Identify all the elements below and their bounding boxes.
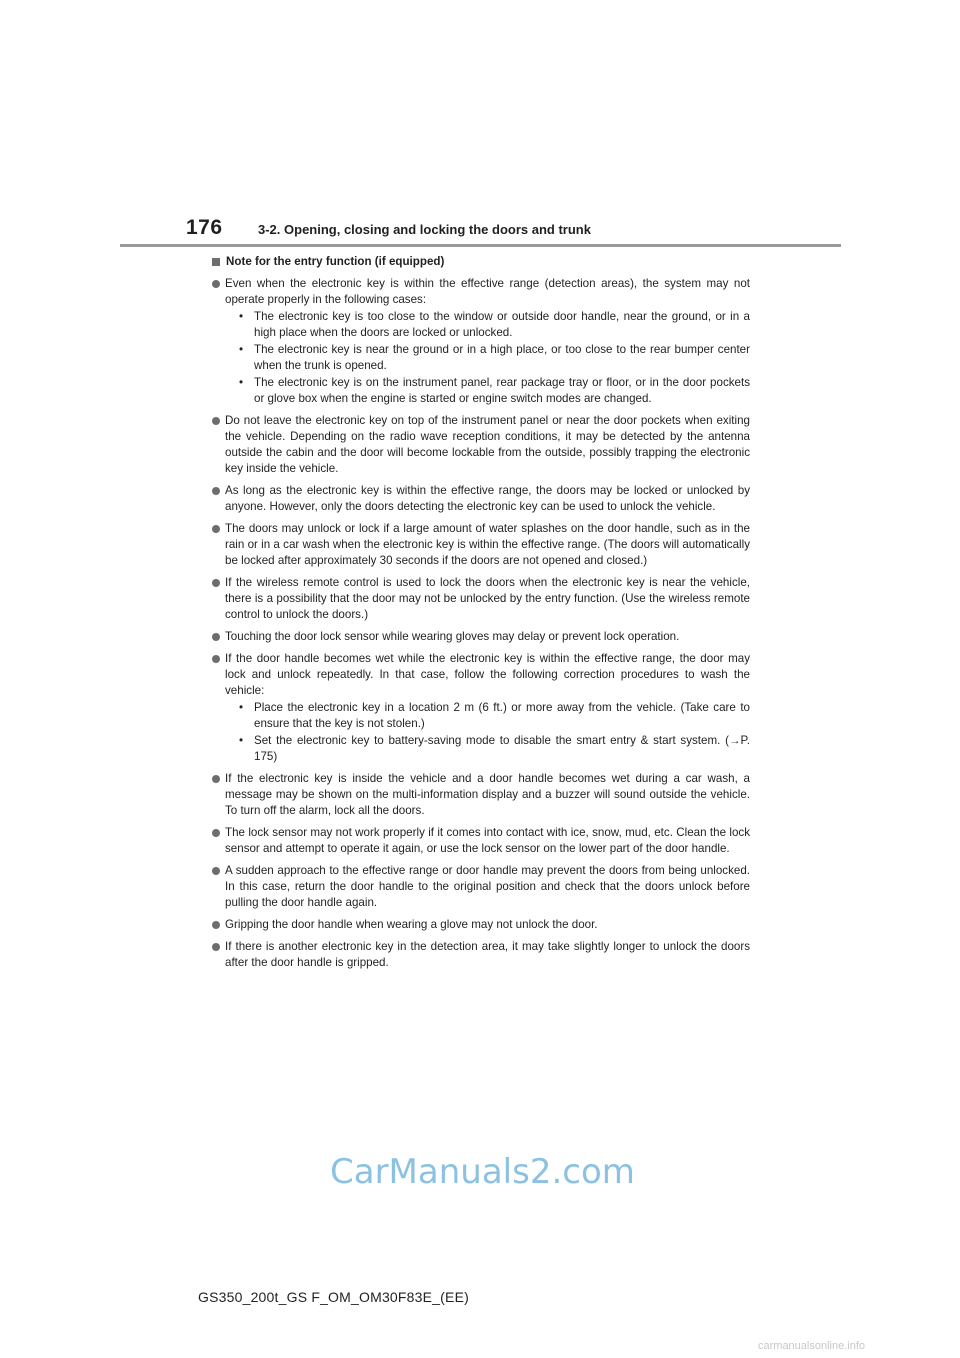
list-item xyxy=(212,483,750,515)
bullet-icon xyxy=(212,867,220,875)
list-item-text: A sudden approach to the effective range or door handle may prevent the doors from being unlocked. In this case, return the door handle to the original position and check that the doors unlock before pulling the door handle again. xyxy=(225,864,750,909)
list-item xyxy=(212,939,750,971)
list-item xyxy=(212,863,750,911)
sub-item: • The electronic key is on the instrument panel, rear package tray or floor, or in the door pockets or glove box when the engine is started or engine switch modes are changed. xyxy=(239,376,750,405)
sub-item: • Set the electronic key to battery-saving mode to disable the smart entry & start system. (→P. 175) xyxy=(239,734,750,763)
list-item-text: The lock sensor may not work properly if it comes into contact with ice, snow, mud, etc. Clean the lock sensor and attempt to operate it again, or use the lock sensor on the lower part of the door handle. xyxy=(225,826,750,855)
list-item xyxy=(212,771,750,819)
sub-item-text: Place the electronic key in a location 2 m (6 ft.) or more away from the vehicle. (Take care to ensure that the key is not stolen.) xyxy=(254,701,750,730)
list-item xyxy=(212,575,750,623)
bullet-icon xyxy=(212,280,220,288)
list-item xyxy=(212,651,750,765)
bullet-icon xyxy=(212,829,220,837)
bullet-icon xyxy=(212,633,220,641)
sub-item-text: The electronic key is near the ground or in a high place, or too close to the rear bumper center when the trunk is opened. xyxy=(254,343,750,372)
list-item-text: Gripping the door handle when wearing a glove may not unlock the door. xyxy=(225,918,598,931)
sub-item-text: The electronic key is too close to the window or outside door handle, near the ground, or in a high place when the doors are locked or unlocked. xyxy=(254,310,750,339)
sub-item-text: The electronic key is on the instrument panel, rear package tray or floor, or in the door pockets or glove box when the engine is started or engine switch modes are changed. xyxy=(254,376,750,405)
square-bullet-icon xyxy=(212,258,220,266)
bullet-icon xyxy=(212,417,220,425)
list-item xyxy=(212,276,750,407)
document-code: GS350_200t_GS F_OM_OM30F83E_(EE) xyxy=(198,1289,469,1305)
sub-item: • The electronic key is too close to the window or outside door handle, near the ground, or in a high place when the doors are locked or unlocked. xyxy=(239,310,750,339)
note-heading-text: Note for the entry function (if equipped) xyxy=(226,255,445,268)
list-item xyxy=(212,917,750,933)
note-heading xyxy=(212,254,750,270)
page-number: 176 xyxy=(186,216,223,239)
section-title: 3-2. Opening, closing and locking the doors and trunk xyxy=(258,222,591,237)
list-item-text: If there is another electronic key in the detection area, it may take slightly longer to unlock the doors after the door handle is gripped. xyxy=(225,940,750,969)
header-rule xyxy=(120,244,841,247)
list-item-text: If the door handle becomes wet while the electronic key is within the effective range, the door may lock and unlock repeatedly. In that case, follow the following correction procedures to wash the vehicle: xyxy=(225,652,750,697)
bullet-icon xyxy=(212,579,220,587)
list-item xyxy=(212,521,750,569)
list-item xyxy=(212,413,750,477)
list-item-text: Touching the door lock sensor while wearing gloves may delay or prevent lock operation. xyxy=(225,630,680,643)
site-mark: carmanualsonline.info xyxy=(758,1340,866,1352)
sub-item-text: Set the electronic key to battery-saving mode to disable the smart entry & start system. (→P. 175) xyxy=(254,734,750,763)
list-item-text: The doors may unlock or lock if a large amount of water splashes on the door handle, such as in the rain or in a car wash when the electronic key is within the effective range. (The doors will automatically be locked after approximately 30 seconds if the doors are not opened and closed.) xyxy=(225,522,750,567)
sub-item: • The electronic key is near the ground or in a high place, or too close to the rear bumper center when the trunk is opened. xyxy=(239,343,750,372)
page-header xyxy=(0,214,960,248)
bullet-icon xyxy=(212,487,220,495)
list-item xyxy=(212,825,750,857)
list-item-text: If the electronic key is inside the vehicle and a door handle becomes wet during a car wash, a message may be shown on the multi-information display and a buzzer will sound outside the vehicle. To turn off the alarm, lock all the doors. xyxy=(225,772,750,817)
bullet-icon xyxy=(212,775,220,783)
bullet-icon xyxy=(212,525,220,533)
watermark: CarManuals2.com xyxy=(330,1152,635,1192)
bullet-icon xyxy=(212,655,220,663)
bullet-icon xyxy=(212,921,220,929)
content xyxy=(212,254,750,977)
list-item xyxy=(212,629,750,645)
list-item-text: Even when the electronic key is within the effective range (detection areas), the system may not operate properly in the following cases: xyxy=(225,277,750,306)
list-item-text: Do not leave the electronic key on top of the instrument panel or near the door pockets when exiting the vehicle. Depending on the radio wave reception conditions, it may be detected by the antenna outside the cabin and the door will become lockable from the outside, possibly trapping the electronic key inside the vehicle. xyxy=(225,414,750,475)
sub-item: • Place the electronic key in a location 2 m (6 ft.) or more away from the vehicle. (Take care to ensure that the key is not stolen.) xyxy=(239,701,750,730)
list-item-text: As long as the electronic key is within the effective range, the doors may be locked or unlocked by anyone. However, only the doors detecting the electronic key can be used to unlock the vehicle. xyxy=(225,484,750,513)
bullet-icon xyxy=(212,943,220,951)
list-item-text: If the wireless remote control is used to lock the doors when the electronic key is near the vehicle, there is a possibility that the door may not be unlocked by the entry function. (Use the wireless remote control to unlock the doors.) xyxy=(225,576,750,621)
